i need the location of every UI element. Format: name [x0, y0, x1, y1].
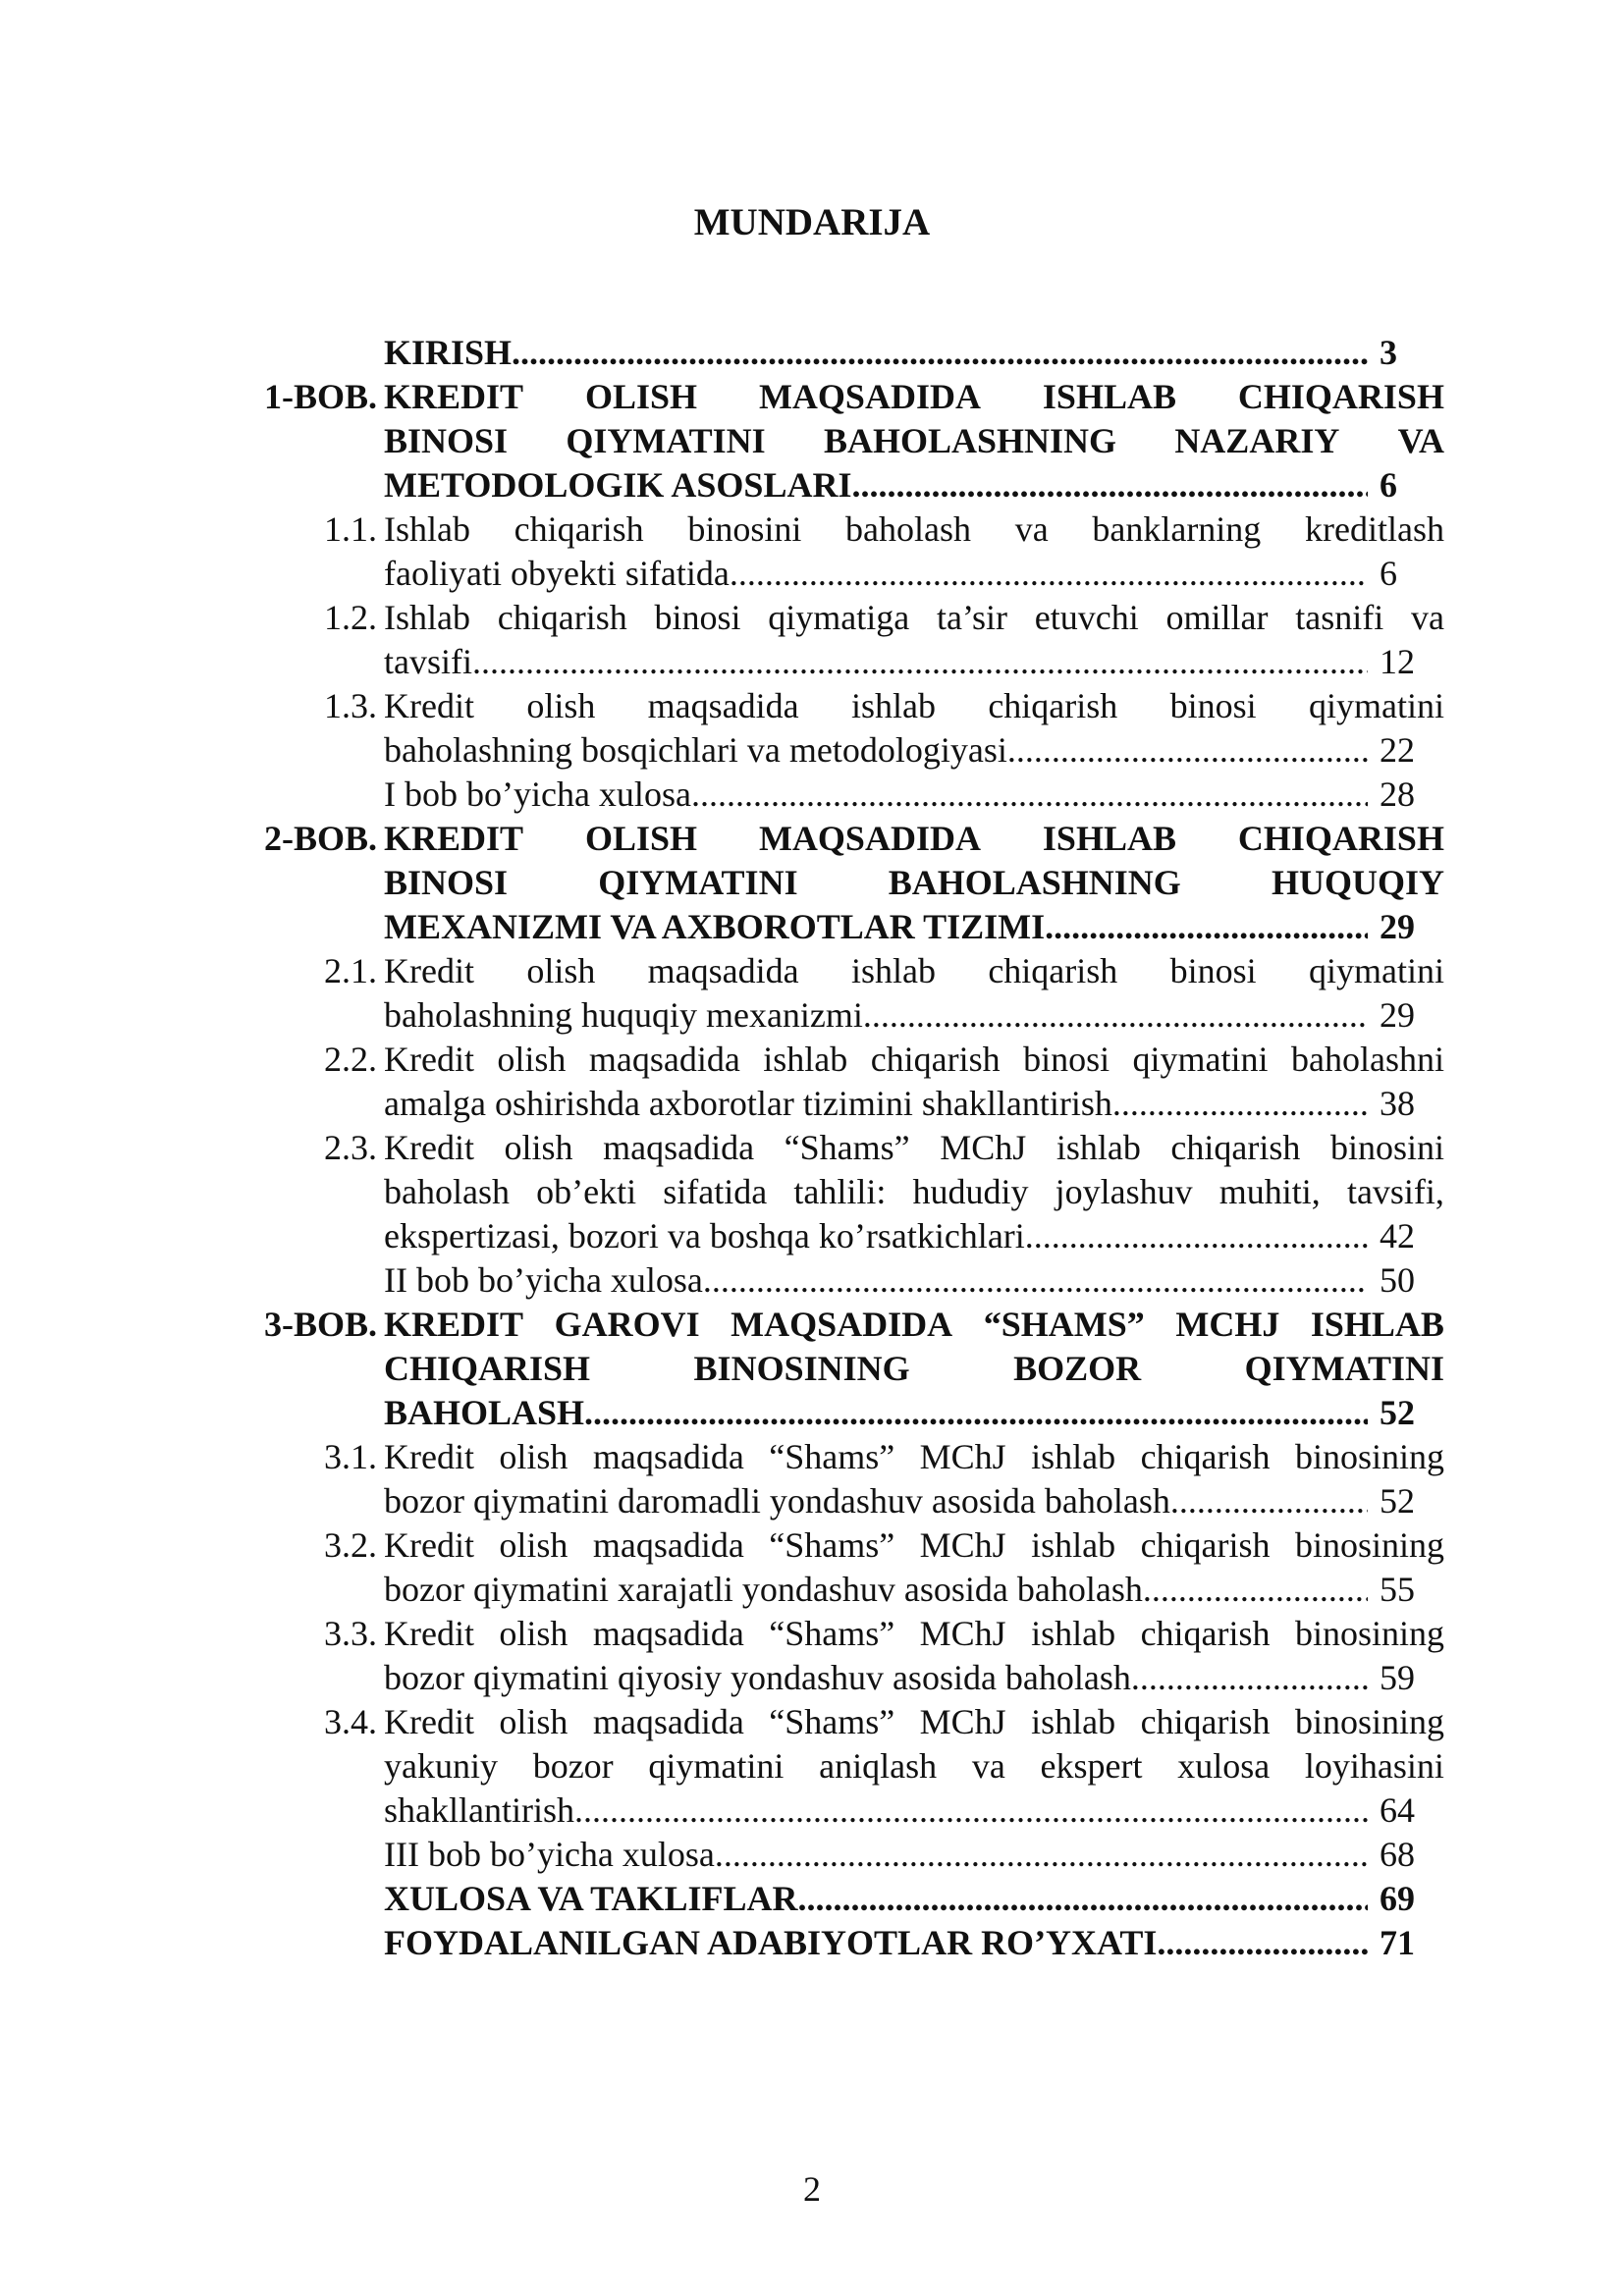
toc-title-word: chiqarish — [988, 686, 1118, 725]
toc-title-text: III bob bo’yicha xulosa — [384, 1835, 715, 1874]
toc-page-number: 12 — [1380, 642, 1415, 681]
toc-entry-title — [384, 949, 1444, 1038]
toc-title-word: MAQSADIDA — [758, 377, 981, 416]
toc-title-last-line — [384, 728, 1444, 773]
toc-title-last-line — [384, 640, 1444, 684]
toc-title-word: olish — [499, 1437, 568, 1476]
toc-title-word: Ishlab — [384, 509, 470, 549]
dot-leader — [1157, 1921, 1368, 1965]
toc-title-word: qiymatiga — [768, 598, 910, 637]
toc-page-number: 29 — [1380, 995, 1415, 1035]
toc-title-last-line — [384, 773, 1444, 817]
toc-page-number: 22 — [1380, 730, 1415, 770]
toc-title-line — [384, 817, 1444, 861]
toc-title-word: “Shams” — [769, 1702, 895, 1741]
toc-title-word: Ishlab — [384, 598, 470, 637]
toc-entry-number: 2.3. — [324, 1128, 377, 1167]
toc-entry-unnumbered[interactable] — [0, 331, 1624, 375]
toc-title-text: METODOLOGIK ASOSLARI — [384, 465, 852, 505]
toc-title-word: maqsadida — [592, 1614, 744, 1653]
toc-title-last-line — [384, 1391, 1444, 1435]
toc-title-text: tavsifi — [384, 642, 472, 681]
toc-title-word: Kredit — [384, 1614, 474, 1653]
toc-title-line — [384, 1700, 1444, 1744]
toc-title-last-line — [384, 1082, 1444, 1126]
dot-leader — [715, 1833, 1368, 1877]
toc-title-word: OLISH — [584, 377, 698, 416]
toc-title-word: muhiti, — [1218, 1172, 1321, 1211]
toc-entry-title — [384, 1833, 1444, 1877]
toc-title-word: maqsadida — [592, 1702, 744, 1741]
toc-entry-unnumbered[interactable] — [0, 773, 1624, 817]
dot-leader — [691, 773, 1368, 817]
toc-title-word: KREDIT — [384, 1305, 524, 1344]
toc-title-word: “Shams” — [769, 1614, 895, 1653]
toc-entry-number: 1.1. — [324, 509, 377, 549]
toc-title-text: ekspertizasi, bozori va boshqa ko’rsatkichlari — [384, 1216, 1025, 1255]
toc-entry-number: 1.2. — [324, 598, 377, 637]
toc-entry-title — [384, 1921, 1444, 1965]
toc-title-word: ISHLAB — [1042, 377, 1176, 416]
toc-title-line — [384, 1523, 1444, 1568]
toc-page-number: 71 — [1380, 1923, 1415, 1962]
toc-entry-unnumbered[interactable] — [0, 1877, 1624, 1921]
toc-title-text: bozor qiymatini xarajatli yondashuv asosida baholash — [384, 1570, 1143, 1609]
toc-entry-number: 3.2. — [324, 1525, 377, 1565]
toc-title-word: ta’sir — [937, 598, 1007, 637]
toc-title-word: maqsadida — [647, 686, 799, 725]
toc-title-line — [384, 949, 1444, 993]
toc-page-number: 68 — [1380, 1835, 1415, 1874]
toc-title-word: xulosa — [1177, 1746, 1271, 1786]
toc-page-number: 50 — [1380, 1260, 1415, 1300]
toc-title-last-line — [384, 1921, 1444, 1965]
dot-leader — [512, 331, 1368, 375]
toc-title-word: chiqarish — [1140, 1525, 1271, 1565]
toc-entry-number: 2.2. — [324, 1040, 377, 1079]
toc-title-word: qiymatini — [648, 1746, 785, 1786]
toc-entry-title — [384, 1523, 1444, 1612]
toc-title-word: BINOSI — [384, 421, 509, 460]
toc-entry-title — [384, 331, 1444, 375]
toc-entry-unnumbered[interactable] — [0, 1921, 1624, 1965]
toc-title-word: ISHLAB — [1310, 1305, 1444, 1344]
toc-title-word: binosi — [1169, 686, 1257, 725]
toc-title-word: olish — [499, 1614, 568, 1653]
dot-leader — [1025, 1214, 1368, 1258]
toc-entry-title — [384, 817, 1444, 949]
toc-title-text: XULOSA VA TAKLIFLAR — [384, 1879, 798, 1918]
toc-title-line — [384, 1038, 1444, 1082]
dot-leader — [1131, 1656, 1368, 1700]
toc-title-word: BINOSINING — [693, 1349, 910, 1388]
toc-title-word: va — [1410, 598, 1444, 637]
toc-entry-title — [384, 596, 1444, 684]
toc-title-word: olish — [504, 1128, 573, 1167]
toc-entry-number: 3.3. — [324, 1614, 377, 1653]
toc-entry[interactable] — [0, 684, 1624, 773]
toc-title-word: VA — [1397, 421, 1444, 460]
toc-title-text: baholashning bosqichlari va metodologiyasi — [384, 730, 1007, 770]
toc-title-word: Kredit — [384, 1437, 474, 1476]
toc-title-text: FOYDALANILGAN ADABIYOTLAR RO’YXATI — [384, 1923, 1158, 1962]
toc-entry-number: 1-BOB. — [263, 377, 377, 416]
table-of-contents — [0, 331, 1624, 1965]
toc-title-word: ishlab — [1031, 1702, 1116, 1741]
toc-title-word: MAQSADIDA — [731, 1305, 953, 1344]
toc-title-word: chiqarish — [988, 951, 1118, 990]
toc-entry-title — [384, 1303, 1444, 1435]
toc-title-word: tavsifi, — [1346, 1172, 1444, 1211]
toc-title-word: chiqarish — [1140, 1614, 1271, 1653]
toc-title-last-line — [384, 1479, 1444, 1523]
dot-leader — [1143, 1568, 1368, 1612]
toc-title-word: ishlab — [850, 686, 936, 725]
toc-title-word: MChJ — [919, 1525, 1006, 1565]
toc-title-text: MEXANIZMI VA AXBOROTLAR TIZIMI — [384, 907, 1046, 946]
toc-title-word: qiymatini — [1308, 951, 1444, 990]
toc-title-word: maqsadida — [588, 1040, 740, 1079]
toc-title-word: binosini — [1329, 1128, 1444, 1167]
toc-page-number: 64 — [1380, 1790, 1415, 1830]
toc-page-number: 3 — [1380, 333, 1397, 372]
dot-leader — [1007, 728, 1368, 773]
toc-title-word: bozor — [532, 1746, 614, 1786]
dot-leader — [863, 993, 1368, 1038]
toc-entry-title — [384, 1435, 1444, 1523]
toc-title-line — [384, 1303, 1444, 1347]
toc-title-word: binosini — [687, 509, 802, 549]
toc-title-line — [384, 684, 1444, 728]
toc-page-number: 6 — [1380, 554, 1397, 593]
toc-entry[interactable] — [0, 1038, 1624, 1126]
toc-page-number: 69 — [1380, 1879, 1415, 1918]
toc-title-word: yakuniy — [384, 1746, 498, 1786]
toc-title-word: binosining — [1294, 1614, 1444, 1653]
toc-entry-title — [384, 1612, 1444, 1700]
toc-title-last-line — [384, 552, 1444, 596]
toc-entry-number: 2-BOB. — [263, 819, 377, 858]
dot-leader — [1112, 1082, 1368, 1126]
toc-title-word: MChJ — [919, 1437, 1006, 1476]
toc-title-word: maqsadida — [603, 1128, 755, 1167]
toc-title-word: ishlab — [1056, 1128, 1141, 1167]
toc-title-last-line — [384, 1833, 1444, 1877]
toc-entry[interactable] — [0, 817, 1624, 949]
toc-title-word: tasnifi — [1295, 598, 1384, 637]
toc-title-word: ishlab — [850, 951, 936, 990]
toc-title-text: faoliyati obyekti sifatida — [384, 554, 730, 593]
toc-title-word: KREDIT — [384, 819, 524, 858]
toc-title-word: ob’ekti — [536, 1172, 637, 1211]
toc-title-word: olish — [497, 1040, 567, 1079]
dot-leader — [703, 1258, 1368, 1303]
toc-title-word: “Shams” — [769, 1437, 895, 1476]
toc-title-word: Kredit — [384, 1128, 474, 1167]
toc-title-word: BAHOLASHNING — [823, 421, 1117, 460]
toc-title-last-line — [384, 463, 1444, 507]
toc-title-word: baholash — [384, 1172, 510, 1211]
toc-title-word: ekspert — [1040, 1746, 1143, 1786]
toc-title-word: GAROVI — [554, 1305, 700, 1344]
page-number: 2 — [803, 2169, 821, 2209]
toc-title-text: bozor qiymatini daromadli yondashuv asosida baholash — [384, 1481, 1170, 1521]
toc-title-word: binosi — [654, 598, 741, 637]
dot-leader — [1045, 905, 1368, 949]
toc-entry-number: 3.1. — [324, 1437, 377, 1476]
toc-title-word: MChJ — [940, 1128, 1027, 1167]
toc-entry-title — [384, 773, 1444, 817]
toc-title-word: MChJ — [919, 1702, 1006, 1741]
dot-leader — [851, 463, 1368, 507]
toc-title-word: olish — [499, 1525, 568, 1565]
toc-title-word: chiqarish — [497, 598, 627, 637]
toc-title-word: Kredit — [384, 1040, 474, 1079]
toc-title-word: baholash — [845, 509, 971, 549]
toc-entry[interactable] — [0, 1126, 1624, 1258]
toc-title-word: MCHJ — [1175, 1305, 1280, 1344]
toc-entry-title — [384, 1258, 1444, 1303]
toc-title-word: chiqarish — [514, 509, 644, 549]
toc-title-word: “Shams” — [784, 1128, 910, 1167]
toc-title-word: OLISH — [584, 819, 698, 858]
toc-title-word: sifatida — [663, 1172, 768, 1211]
toc-entry[interactable] — [0, 375, 1624, 507]
toc-entry[interactable] — [0, 1303, 1624, 1435]
toc-entry-unnumbered[interactable] — [0, 1258, 1624, 1303]
toc-title-text: baholashning huquqiy mexanizmi — [384, 995, 863, 1035]
toc-entry-title — [384, 1877, 1444, 1921]
toc-title-line — [384, 419, 1444, 463]
toc-title-word: KREDIT — [384, 377, 524, 416]
toc-title-word: aniqlash — [819, 1746, 938, 1786]
toc-title-word: binosining — [1294, 1437, 1444, 1476]
toc-title-text: shakllantirish — [384, 1790, 574, 1830]
toc-title-word: joylashuv — [1055, 1172, 1193, 1211]
toc-title-word: olish — [499, 1702, 568, 1741]
toc-entry-title — [384, 684, 1444, 773]
toc-title-word: va — [1014, 509, 1049, 549]
toc-title-last-line — [384, 1568, 1444, 1612]
toc-title-line — [384, 1170, 1444, 1214]
toc-title-text: bozor qiymatini qiyosiy yondashuv asosida baholash — [384, 1658, 1131, 1697]
toc-title-line — [384, 375, 1444, 419]
toc-title-last-line — [384, 905, 1444, 949]
toc-title-word: MChJ — [919, 1614, 1006, 1653]
toc-page-number: 38 — [1380, 1084, 1415, 1123]
dot-leader — [797, 1877, 1368, 1921]
toc-entry-number: 3-BOB. — [263, 1305, 377, 1344]
toc-title-text: KIRISH — [384, 333, 513, 372]
toc-entry[interactable] — [0, 1523, 1624, 1612]
toc-entry-number: 2.1. — [324, 951, 377, 990]
toc-title-word: Kredit — [384, 951, 474, 990]
toc-title-word: baholashni — [1290, 1040, 1444, 1079]
toc-title-text: amalga oshirishda axborotlar tizimini shakllantirish — [384, 1084, 1112, 1123]
toc-title-last-line — [384, 1656, 1444, 1700]
toc-title-word: maqsadida — [592, 1525, 744, 1565]
toc-title-word: CHIQARISH — [1237, 377, 1444, 416]
toc-title-text: I bob bo’yicha xulosa — [384, 774, 691, 814]
toc-title-line — [384, 861, 1444, 905]
toc-title-word: ishlab — [1031, 1525, 1116, 1565]
toc-entry-title — [384, 507, 1444, 596]
toc-entry[interactable] — [0, 1435, 1624, 1523]
toc-title-line — [384, 1347, 1444, 1391]
toc-title-line — [384, 507, 1444, 552]
toc-title-word: ISHLAB — [1042, 819, 1176, 858]
toc-title-word: olish — [526, 686, 596, 725]
toc-entry[interactable] — [0, 1700, 1624, 1833]
toc-title-word: QIYMATINI — [566, 421, 766, 460]
toc-entry-unnumbered[interactable] — [0, 1833, 1624, 1877]
toc-title-word: “Shams” — [769, 1525, 895, 1565]
toc-title-word: CHIQARISH — [384, 1349, 591, 1388]
toc-entry-title — [384, 375, 1444, 507]
toc-entry-number: 1.3. — [324, 686, 377, 725]
toc-title-word: etuvchi — [1034, 598, 1139, 637]
toc-title-word: HUQUQIY — [1271, 863, 1444, 902]
toc-title-word: CHIQARISH — [1237, 819, 1444, 858]
toc-title-word: Kredit — [384, 1702, 474, 1741]
toc-title-word: qiymatini — [1132, 1040, 1269, 1079]
toc-entry-title — [384, 1700, 1444, 1833]
dot-leader — [574, 1789, 1368, 1833]
toc-title-word: Kredit — [384, 1525, 474, 1565]
toc-title-word: chiqarish — [1140, 1702, 1271, 1741]
toc-entry[interactable] — [0, 949, 1624, 1038]
toc-title-last-line — [384, 331, 1444, 375]
toc-title-word: olish — [526, 951, 596, 990]
toc-title-word: ishlab — [1031, 1437, 1116, 1476]
toc-title-line — [384, 1744, 1444, 1789]
toc-entry-title — [384, 1038, 1444, 1126]
toc-page-number: 52 — [1380, 1393, 1415, 1432]
toc-entry[interactable] — [0, 1612, 1624, 1700]
toc-title-word: BINOSI — [384, 863, 509, 902]
toc-title-word: “SHAMS” — [983, 1305, 1145, 1344]
toc-title-word: maqsadida — [592, 1437, 744, 1476]
toc-entry[interactable] — [0, 507, 1624, 596]
toc-title-word: QIYMATINI — [1244, 1349, 1444, 1388]
toc-page-number: 28 — [1380, 774, 1415, 814]
toc-entry-title — [384, 1126, 1444, 1258]
toc-page-number: 52 — [1380, 1481, 1415, 1521]
dot-leader — [730, 552, 1368, 596]
toc-page-number: 55 — [1380, 1570, 1415, 1609]
page-title: MUNDARIJA — [693, 201, 931, 243]
toc-title-word: tahlili: — [793, 1172, 887, 1211]
dot-leader — [1170, 1479, 1368, 1523]
toc-title-word: NAZARIY — [1174, 421, 1340, 460]
toc-title-word: maqsadida — [647, 951, 799, 990]
toc-title-word: binosining — [1294, 1525, 1444, 1565]
toc-title-word: qiymatini — [1308, 686, 1444, 725]
toc-title-word: banklarning — [1092, 509, 1262, 549]
toc-title-word: kreditlash — [1305, 509, 1444, 549]
toc-title-last-line — [384, 993, 1444, 1038]
toc-title-word: binosining — [1294, 1702, 1444, 1741]
toc-title-word: ishlab — [763, 1040, 848, 1079]
toc-title-word: loyihasini — [1304, 1746, 1444, 1786]
toc-title-word: BOZOR — [1013, 1349, 1142, 1388]
toc-title-word: QIYMATINI — [598, 863, 798, 902]
toc-title-word: MAQSADIDA — [758, 819, 981, 858]
toc-title-word: chiqarish — [1140, 1437, 1271, 1476]
toc-page-number: 42 — [1380, 1216, 1415, 1255]
toc-title-line — [384, 596, 1444, 640]
toc-title-word: binosi — [1169, 951, 1257, 990]
toc-title-word: omillar — [1165, 598, 1269, 637]
toc-title-last-line — [384, 1214, 1444, 1258]
toc-title-word: Kredit — [384, 686, 474, 725]
toc-title-text: II bob bo’yicha xulosa — [384, 1260, 703, 1300]
toc-title-last-line — [384, 1258, 1444, 1303]
toc-title-word: binosi — [1023, 1040, 1110, 1079]
toc-page-number: 59 — [1380, 1658, 1415, 1697]
toc-title-word: ishlab — [1031, 1614, 1116, 1653]
toc-page-number: 6 — [1380, 465, 1397, 505]
toc-title-word: chiqarish — [870, 1040, 1001, 1079]
toc-entry-number: 3.4. — [324, 1702, 377, 1741]
toc-title-word: va — [971, 1746, 1005, 1786]
toc-title-line — [384, 1126, 1444, 1170]
toc-title-word: chiqarish — [1170, 1128, 1301, 1167]
toc-title-last-line — [384, 1877, 1444, 1921]
toc-title-word: BAHOLASHNING — [888, 863, 1181, 902]
toc-title-line — [384, 1612, 1444, 1656]
toc-title-text: BAHOLASH — [384, 1393, 585, 1432]
toc-title-last-line — [384, 1789, 1444, 1833]
toc-title-line — [384, 1435, 1444, 1479]
toc-title-word: hududiy — [912, 1172, 1029, 1211]
dot-leader — [472, 640, 1368, 684]
dot-leader — [584, 1391, 1368, 1435]
toc-entry[interactable] — [0, 596, 1624, 684]
toc-page-number: 29 — [1380, 907, 1415, 946]
